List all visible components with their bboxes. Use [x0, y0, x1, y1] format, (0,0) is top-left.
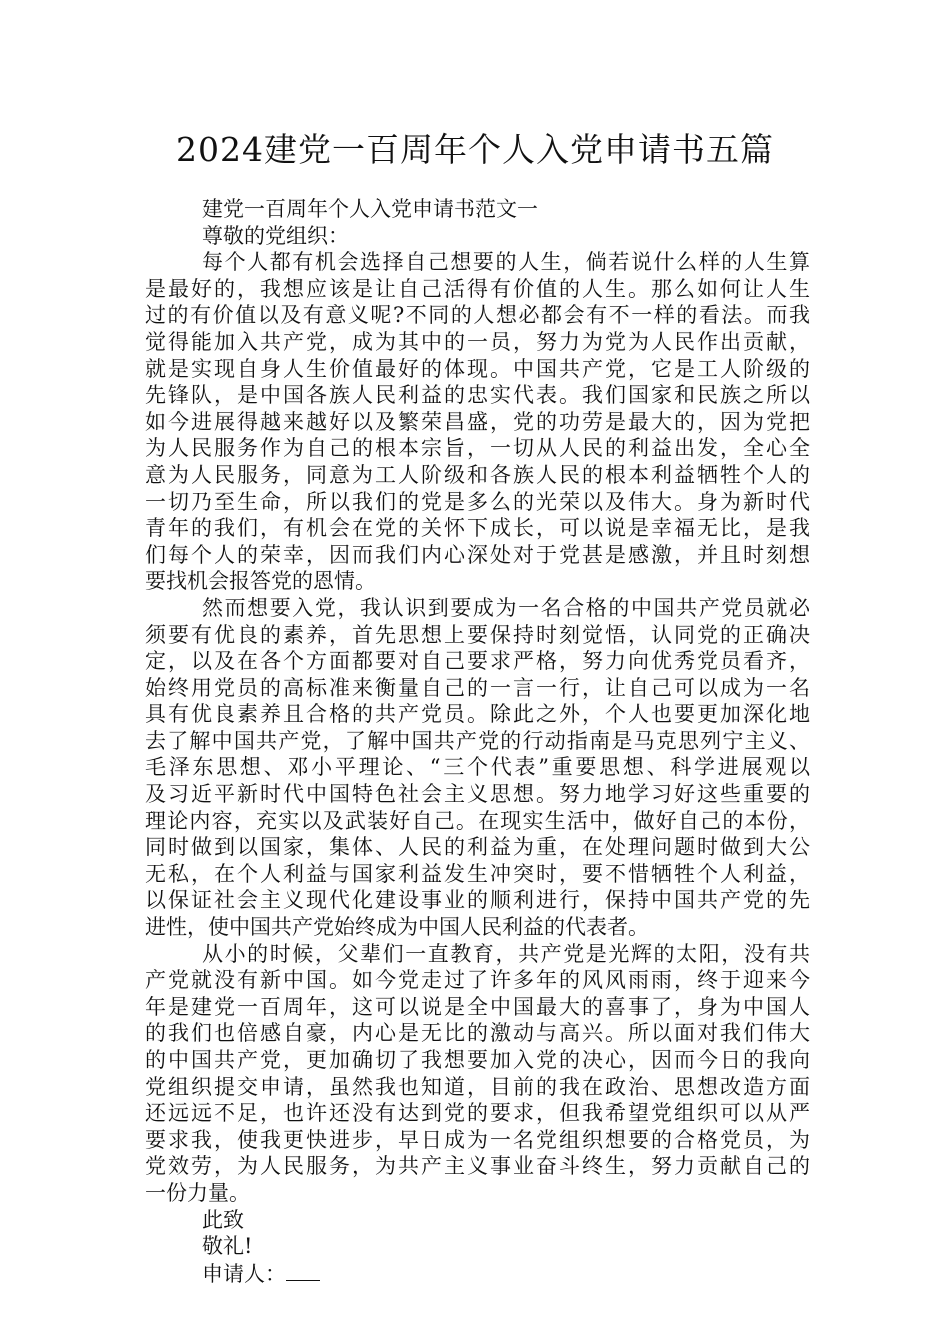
paragraph-line: 党效劳，为人民服务，为共产主义事业奋斗终生，努力贡献自己的	[145, 1154, 810, 1179]
paragraph-line: 具有优良素养且合格的共产党员。除此之外，个人也要更加深化地	[145, 702, 810, 727]
paragraph-line: 意为人民服务，同意为工人阶级和各族人民的根本利益牺牲个人的	[145, 462, 810, 487]
paragraph-line: 一份力量。	[145, 1180, 250, 1205]
paragraph-line: 要找机会报答党的恩情。	[145, 569, 376, 594]
paragraph-line: 要求我，使我更快进步，早日成为一名党组织想要的合格党员，为	[145, 1127, 810, 1152]
applicant-label: 申请人：	[202, 1261, 286, 1286]
paragraph-line: 每个人都有机会选择自己想要的人生，倘若说什么样的人生算	[202, 250, 810, 275]
paragraph-line: 还远远不足，也许还没有达到党的要求，但我希望党组织可以从严	[145, 1101, 810, 1126]
document-body	[145, 196, 810, 1286]
paragraph-line: 从小的时候，父辈们一直教育，共产党是光辉的太阳，没有共	[202, 941, 810, 966]
paragraph-line: 如今进展得越来越好以及繁荣昌盛，党的功劳是最大的，因为党把	[145, 409, 810, 434]
paragraph-line: 就是实现自身人生价值最好的体现。中国共产党，它是工人阶级的	[145, 356, 810, 381]
paragraph-line: 以保证社会主义现代化建设事业的顺利进行，保持中国共产党的先	[145, 888, 810, 913]
paragraph-line: 青年的我们，有机会在党的关怀下成长，可以说是幸福无比，是我	[145, 516, 810, 541]
document-title: 2024建党一百周年个人入党申请书五篇	[176, 130, 774, 169]
paragraph-line: 然而想要入党，我认识到要成为一名合格的中国共产党员就必	[202, 595, 810, 620]
paragraph-line: 须要有优良的素养，首先思想上要保持时刻觉悟，认同党的正确决	[145, 622, 810, 647]
paragraph-line: 毛泽东思想、邓小平理论、“三个代表”重要思想、科学进展观以	[145, 755, 810, 780]
paragraph-line: 始终用党员的高标准来衡量自己的一言一行，让自己可以成为一名	[145, 675, 810, 700]
salutation: 尊敬的党组织：	[202, 223, 349, 248]
paragraph-line: 产党就没有新中国。如今党走过了许多年的风风雨雨，终于迎来今	[145, 968, 810, 993]
paragraph-line: 进性，使中国共产党始终成为中国人民利益的代表者。	[145, 915, 649, 940]
paragraph-1	[145, 249, 810, 595]
signature-blank	[286, 1260, 320, 1281]
paragraph-line: 先锋队，是中国各族人民利益的忠实代表。我们国家和民族之所以	[145, 383, 810, 408]
paragraph-line: 们每个人的荣幸，因而我们内心深处对于党甚是感激，并且时刻想	[145, 542, 810, 567]
regards-text: 敬礼!	[202, 1234, 253, 1259]
document-subtitle: 建党一百周年个人入党申请书范文一	[202, 197, 538, 221]
paragraph-line: 过的有价值以及有意义呢?不同的人想必都会有不一样的看法。而我	[145, 303, 810, 328]
paragraph-line: 去了解中国共产党，了解中国共产党的行动指南是马克思列宁主义、	[145, 728, 810, 753]
paragraph-line: 的我们也倍感自豪，内心是无比的激动与高兴。所以面对我们伟大	[145, 1021, 810, 1046]
paragraph-line: 的中国共产党，更加确切了我想要加入党的决心，因而今日的我向	[145, 1048, 810, 1072]
paragraph-3	[145, 941, 810, 1207]
closing-text: 此致	[202, 1207, 244, 1232]
paragraph-line: 党组织提交申请，虽然我也知道，目前的我在政治、思想改造方面	[145, 1074, 810, 1099]
paragraph-line: 定，以及在各个方面都要对自己要求严格，努力向优秀党员看齐，	[145, 649, 810, 674]
paragraph-line: 一切乃至生命，所以我们的党是多么的光荣以及伟大。身为新时代	[145, 489, 810, 514]
applicant-line	[145, 1260, 810, 1287]
paragraph-line: 同时做到以国家，集体、人民的利益为重，在处理问题时做到大公	[145, 835, 810, 860]
paragraph-line: 是最好的，我想应该是让自己活得有价值的人生。那么如何让人生	[145, 276, 810, 301]
paragraph-line: 年是建党一百周年，这可以说是全中国最大的喜事了，身为中国人	[145, 994, 810, 1019]
paragraph-line: 为人民服务作为自己的根本宗旨，一切从人民的利益出发，全心全	[145, 436, 810, 461]
paragraph-line: 理论内容，充实以及武装好自己。在现实生活中，做好自己的本份，	[145, 808, 810, 833]
paragraph-line: 觉得能加入共产党，成为其中的一员，努力为党为人民作出贡献，	[145, 329, 810, 354]
paragraph-line: 及习近平新时代中国特色社会主义思想。努力地学习好这些重要的	[145, 782, 810, 807]
paragraph-line: 无私，在个人利益与国家利益发生冲突时，要不惜牺牲个人利益，	[145, 861, 810, 886]
paragraph-2	[145, 595, 810, 941]
